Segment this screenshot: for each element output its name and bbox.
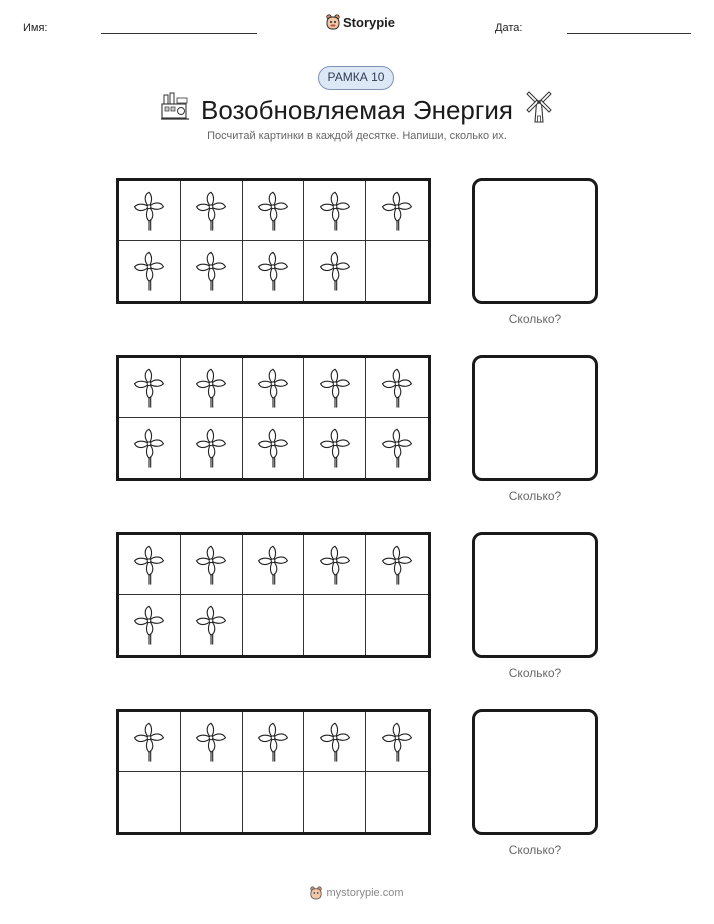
ten-frame-cell — [181, 241, 243, 301]
ten-frame-cell — [243, 418, 305, 478]
frame-badge: РАМКА 10 — [318, 66, 394, 90]
pinwheel-icon — [132, 543, 166, 587]
ten-frame-cell — [366, 181, 428, 241]
brand-logo — [326, 14, 395, 30]
pinwheel-icon — [256, 366, 290, 410]
ten-frame-cell — [366, 418, 428, 478]
answer-box[interactable] — [472, 709, 598, 835]
pinwheel-icon — [132, 720, 166, 764]
pinwheel-icon — [318, 249, 352, 293]
ten-frame-cell — [366, 595, 428, 655]
date-line[interactable] — [567, 33, 691, 34]
footer-url: mystorypie.com — [326, 887, 404, 899]
ten-frame-cell — [243, 181, 305, 241]
pinwheel-icon — [132, 426, 166, 470]
ten-frame-cell — [119, 595, 181, 655]
ten-frame-cell — [181, 358, 243, 418]
storypie-mascot-icon — [310, 886, 322, 900]
how-many-label: Сколько? — [508, 312, 562, 326]
date-label: Дата: — [495, 22, 523, 34]
pinwheel-icon — [380, 543, 414, 587]
ten-frame-cell — [304, 358, 366, 418]
ten-frame-cell — [119, 712, 181, 772]
windmill-icon — [524, 90, 554, 124]
ten-frame-cell — [243, 241, 305, 301]
ten-frame — [116, 178, 431, 304]
pinwheel-icon — [380, 720, 414, 764]
pinwheel-icon — [132, 603, 166, 647]
ten-frame-cell — [119, 535, 181, 595]
answer-box[interactable] — [472, 178, 598, 304]
ten-frame-cell — [304, 535, 366, 595]
pinwheel-icon — [318, 543, 352, 587]
pinwheel-icon — [194, 603, 228, 647]
ten-frame-cell — [119, 181, 181, 241]
page-title: Возобновляемая Энергия — [201, 95, 513, 125]
ten-frame-cell — [181, 595, 243, 655]
pinwheel-icon — [194, 366, 228, 410]
pinwheel-icon — [132, 249, 166, 293]
pinwheel-icon — [318, 189, 352, 233]
ten-frame — [116, 532, 431, 658]
ten-frame-cell — [243, 595, 305, 655]
ten-frame-cell — [119, 418, 181, 478]
pinwheel-icon — [256, 249, 290, 293]
pinwheel-icon — [318, 426, 352, 470]
pinwheel-icon — [194, 426, 228, 470]
ten-frame-cell — [366, 712, 428, 772]
pinwheel-icon — [380, 426, 414, 470]
how-many-label: Сколько? — [508, 489, 562, 503]
pinwheel-icon — [380, 189, 414, 233]
pinwheel-icon — [194, 720, 228, 764]
ten-frame-cell — [181, 772, 243, 832]
pinwheel-icon — [132, 189, 166, 233]
ten-frame-cell — [304, 181, 366, 241]
ten-frame-cell — [304, 418, 366, 478]
ten-frame-cell — [304, 712, 366, 772]
ten-frame-cell — [366, 241, 428, 301]
how-many-label: Сколько? — [508, 843, 562, 857]
name-line[interactable] — [101, 33, 257, 34]
pinwheel-icon — [132, 366, 166, 410]
ten-frame-cell — [304, 241, 366, 301]
how-many-label: Сколько? — [508, 666, 562, 680]
pinwheel-icon — [380, 366, 414, 410]
pinwheel-icon — [318, 366, 352, 410]
ten-frame-cell — [243, 712, 305, 772]
ten-frame-cell — [366, 772, 428, 832]
ten-frame — [116, 355, 431, 481]
ten-frame-cell — [243, 772, 305, 832]
ten-frame-cell — [181, 418, 243, 478]
pinwheel-icon — [318, 720, 352, 764]
ten-frame-cell — [304, 772, 366, 832]
ten-frame-cell — [243, 358, 305, 418]
name-label: Имя: — [23, 22, 48, 34]
ten-frame-cell — [181, 712, 243, 772]
ten-frame — [116, 709, 431, 835]
ten-frame-cell — [119, 241, 181, 301]
ten-frame-cell — [119, 772, 181, 832]
pinwheel-icon — [194, 249, 228, 293]
ten-frame-cell — [119, 358, 181, 418]
pinwheel-icon — [256, 720, 290, 764]
pinwheel-icon — [194, 189, 228, 233]
storypie-mascot-icon — [326, 14, 340, 30]
pinwheel-icon — [256, 189, 290, 233]
ten-frame-cell — [181, 181, 243, 241]
footer — [0, 886, 714, 900]
ten-frame-cell — [181, 535, 243, 595]
ten-frame-cell — [366, 358, 428, 418]
brand-name: Storypie — [343, 14, 396, 30]
answer-box[interactable] — [472, 532, 598, 658]
pinwheel-icon — [256, 426, 290, 470]
ten-frame-cell — [304, 595, 366, 655]
pinwheel-icon — [256, 543, 290, 587]
ten-frame-cell — [243, 535, 305, 595]
answer-box[interactable] — [472, 355, 598, 481]
pinwheel-icon — [194, 543, 228, 587]
instructions: Посчитай картинки в каждой десятке. Напиши, сколько их. — [207, 130, 507, 142]
ten-frame-cell — [366, 535, 428, 595]
